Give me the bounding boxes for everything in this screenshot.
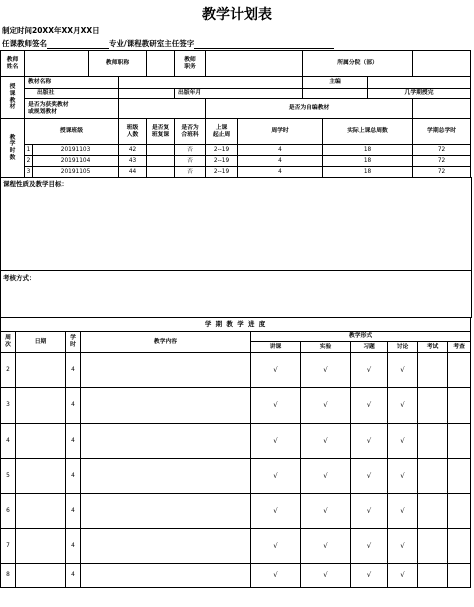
textbook-side-label: 授 课 教 材 [1,77,25,119]
form-cell[interactable] [418,564,448,588]
form-cell[interactable] [418,494,448,529]
publisher-cell[interactable] [119,89,175,99]
director-sign-field[interactable] [194,40,334,49]
teacher-post-label: 教师 职务 [175,51,206,77]
col-count: 班级 人数 [119,119,147,145]
col-weeks: 上课 起止周 [206,119,238,145]
self-made-label: 是否为自编教材 [206,99,413,119]
check-mark[interactable]: √ [251,529,301,564]
form-cell[interactable] [448,564,471,588]
table-row [1,564,471,588]
row-merged: 否 [175,167,206,178]
director-sign-label: 专业/课程教研室主任签字 [109,39,195,48]
check-mark[interactable]: √ [351,494,388,529]
form-cell[interactable] [448,388,471,424]
check-mark[interactable]: √ [251,424,301,459]
row-total-hours: 72 [413,167,471,178]
check-mark[interactable]: √ [388,494,418,529]
week-cell: 5 [1,459,16,494]
week-header: 周 次 [1,332,16,353]
exam-method-label: 考核方式： [3,274,36,282]
col-weekly: 周学时 [238,119,323,145]
check-mark[interactable]: √ [251,353,301,388]
editor-cell[interactable] [368,77,471,89]
teacher-sign-label: 任课教师签名 [2,39,47,48]
row-count: 44 [119,167,147,178]
row-class: 20191104 [33,156,119,167]
content-cell[interactable] [81,353,251,388]
hours-side-label: 教 学 时 数 [1,119,25,178]
hours-cell: 4 [66,424,81,459]
date-header: 日期 [16,332,66,353]
table-row [1,424,471,459]
row-total-weeks: 18 [323,145,413,156]
row-weekly: 4 [238,167,323,178]
check-mark[interactable]: √ [351,459,388,494]
form-cell[interactable] [418,353,448,388]
form-cell[interactable] [418,424,448,459]
check-mark[interactable]: √ [351,424,388,459]
publisher-label: 出版社 [25,89,119,99]
form-header: 教学形式 [251,332,471,342]
teacher-name-label: 教师 姓名 [1,51,25,77]
check-mark[interactable]: √ [351,529,388,564]
page-title: 教学计划表 [202,7,272,23]
check-mark[interactable]: √ [301,459,351,494]
table-row [1,494,471,529]
row-repeat [147,167,175,178]
row-no: 3 [25,167,33,178]
check-mark[interactable]: √ [251,564,301,588]
made-date: 制定时间20XX年XX月XX日 [2,26,100,35]
col-total-weeks: 实际上课总周数 [323,119,413,145]
pub-date-cell[interactable] [303,89,368,99]
date-cell[interactable] [16,459,66,494]
progress-table [0,317,471,588]
self-made-cell[interactable] [413,99,471,119]
row-no: 1 [25,145,33,156]
hours-header: 学 时 [66,332,81,353]
week-cell: 6 [1,494,16,529]
check-mark[interactable]: √ [388,424,418,459]
row-merged: 否 [175,156,206,167]
check-mark[interactable]: √ [301,529,351,564]
table-row [1,459,471,494]
hours-cell: 4 [66,529,81,564]
check-mark[interactable]: √ [388,353,418,388]
col-merged: 是否为 合班科 [175,119,206,145]
table-row [1,156,471,167]
row-class: 20191105 [33,167,119,178]
check-mark[interactable]: √ [251,494,301,529]
row-count: 42 [119,145,147,156]
check-mark[interactable]: √ [351,564,388,588]
check-mark[interactable]: √ [251,388,301,424]
row-total-hours: 72 [413,145,471,156]
award-label: 是否为获奖教材 或规划教材 [25,99,119,119]
check-mark[interactable]: √ [388,388,418,424]
check-mark[interactable]: √ [301,424,351,459]
editor-label: 主编 [303,77,368,89]
form-review: 考查 [448,342,471,353]
course-nature-label: 课程性质及教学目标： [3,180,68,188]
row-weeks: 2--19 [206,145,238,156]
form-experiment: 实验 [301,342,351,353]
form-cell[interactable] [448,459,471,494]
check-mark[interactable]: √ [301,353,351,388]
form-cell[interactable] [418,388,448,424]
date-cell[interactable] [16,529,66,564]
form-cell[interactable] [448,424,471,459]
col-class: 授课班级 [25,119,119,145]
form-cell[interactable] [448,529,471,564]
date-cell[interactable] [16,564,66,588]
pub-date-label: 出版年月 [175,89,303,99]
week-cell: 4 [1,424,16,459]
col-total-hours: 学期总学时 [413,119,471,145]
dept-cell[interactable] [413,51,471,77]
table-row [1,167,471,178]
row-class: 20191103 [33,145,119,156]
hours-cell: 4 [66,564,81,588]
form-cell[interactable] [448,494,471,529]
row-count: 43 [119,156,147,167]
form-lecture: 讲课 [251,342,301,353]
check-mark[interactable]: √ [351,388,388,424]
row-weeks: 2--19 [206,167,238,178]
row-weekly: 4 [238,145,323,156]
hours-cell: 4 [66,459,81,494]
check-mark[interactable]: √ [388,529,418,564]
row-total-weeks: 18 [323,156,413,167]
row-no: 2 [25,156,33,167]
course-nature-section[interactable] [0,177,472,271]
date-cell[interactable] [16,388,66,424]
info-table [0,50,471,178]
exam-method-section[interactable] [0,271,472,318]
date-cell[interactable] [16,494,66,529]
check-mark[interactable]: √ [388,459,418,494]
teacher-post-cell[interactable] [206,51,303,77]
hours-cell: 4 [66,353,81,388]
teacher-sign-field[interactable] [47,40,109,49]
table-row [1,145,471,156]
check-mark[interactable]: √ [301,388,351,424]
col-repeat: 是否复 班复课 [147,119,175,145]
row-repeat [147,156,175,167]
teacher-name-cell[interactable] [25,51,89,77]
form-cell[interactable] [448,353,471,388]
form-cell[interactable] [418,459,448,494]
form-exam: 考试 [418,342,448,353]
check-mark[interactable]: √ [301,564,351,588]
row-weeks: 2--19 [206,156,238,167]
semester-label: 几学期授完 [368,89,471,99]
date-cell[interactable] [16,424,66,459]
form-discussion: 讨论 [388,342,418,353]
row-total-weeks: 18 [323,167,413,178]
award-cell[interactable] [119,99,206,119]
table-row [1,388,471,424]
content-header: 教学内容 [81,332,251,353]
week-cell: 3 [1,388,16,424]
week-cell: 8 [1,564,16,588]
textbook-name-label: 教材名称 [25,77,119,89]
row-repeat [147,145,175,156]
row-total-hours: 72 [413,156,471,167]
check-mark[interactable]: √ [388,564,418,588]
progress-title: 学 期 教 学 进 度 [1,318,471,332]
check-mark[interactable]: √ [251,459,301,494]
content-cell[interactable] [81,494,251,529]
content-cell[interactable] [81,529,251,564]
form-exercise: 习题 [351,342,388,353]
date-cell[interactable] [16,353,66,388]
hours-cell: 4 [66,494,81,529]
week-cell: 7 [1,529,16,564]
check-mark[interactable]: √ [301,494,351,529]
row-weekly: 4 [238,156,323,167]
content-cell[interactable] [81,564,251,588]
content-cell[interactable] [81,459,251,494]
teacher-title-label: 教师职称 [89,51,147,77]
table-row [1,529,471,564]
table-row [1,353,471,388]
content-cell[interactable] [81,424,251,459]
check-mark[interactable]: √ [351,353,388,388]
dept-label: 所属分院（部） [303,51,413,77]
hours-cell: 4 [66,388,81,424]
form-cell[interactable] [418,529,448,564]
content-cell[interactable] [81,388,251,424]
textbook-name-cell[interactable] [119,77,303,89]
signature-line [2,38,334,49]
teacher-title-cell[interactable] [147,51,175,77]
week-cell: 2 [1,353,16,388]
row-merged: 否 [175,145,206,156]
